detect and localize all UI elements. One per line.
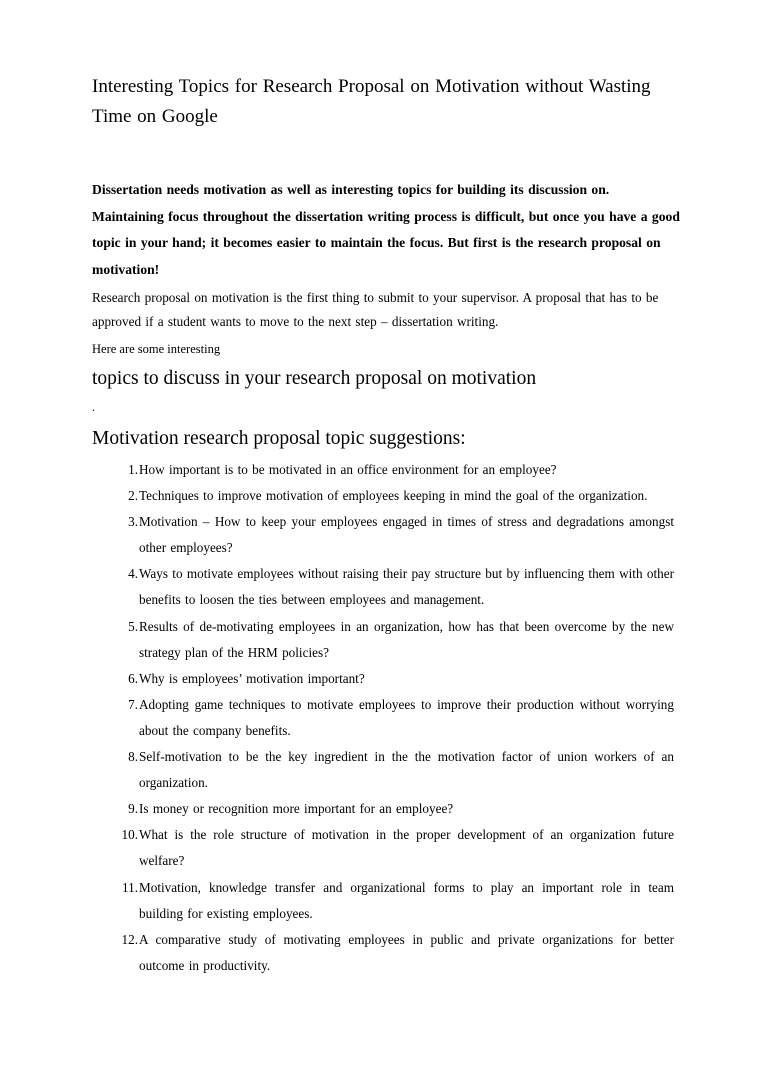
topic-item xyxy=(108,509,674,561)
topic-number: 7. xyxy=(128,696,138,712)
topic-text: Adopting game techniques to motivate employees to improve their production without worrying about the company benefits. xyxy=(139,696,674,738)
topic-item xyxy=(108,875,674,927)
topic-text: Why is employees’ motivation important? xyxy=(139,670,365,686)
topic-number: 11. xyxy=(122,879,138,895)
document-title: Interesting Topics for Research Proposal on Motivation without Wasting Time on Google xyxy=(92,76,651,127)
topic-text: A comparative study of motivating employees in public and private organizations for better outcome in productivity. xyxy=(139,931,674,973)
topic-text: Results of de-motivating employees in an organization, how has that been overcome by the new strategy plan of the HRM policies? xyxy=(139,618,674,660)
topics-subheading: topics to discuss in your research proposal on motivation xyxy=(92,368,537,389)
suggestions-heading: Motivation research proposal topic suggestions: xyxy=(92,428,466,449)
topic-number: 9. xyxy=(128,801,138,817)
topic-number: 6. xyxy=(128,670,138,686)
topic-item xyxy=(108,927,674,979)
lead-in-text: Here are some interesting xyxy=(92,342,221,356)
topic-number: 8. xyxy=(128,749,138,765)
topic-item xyxy=(108,483,674,509)
topic-text: Self-motivation to be the key ingredient in the the motivation factor of union workers of an organization. xyxy=(139,749,674,791)
topic-list xyxy=(108,457,674,979)
topic-number: 4. xyxy=(128,566,138,582)
topic-item xyxy=(108,822,674,874)
topic-text: What is the role structure of motivation in the proper development of an organization future welfare? xyxy=(139,827,674,869)
topic-number: 10. xyxy=(121,827,138,843)
intro-bold-paragraph: Dissertation needs motivation as well as interesting topics for building its discussion on. Maintaining focus throughout the dissertation writing process is difficult, but once you have a good topic in your hand; it becomes easier to maintain the focus. But first is the research proposal on motivation! xyxy=(92,182,680,277)
topic-number: 3. xyxy=(128,514,138,530)
topic-text: Techniques to improve motivation of employees keeping in mind the goal of the organization. xyxy=(139,488,648,504)
topic-number: 5. xyxy=(128,618,138,634)
topic-item xyxy=(108,744,674,796)
topic-text: Motivation – How to keep your employees engaged in times of stress and degradations amongst other employees? xyxy=(139,514,674,556)
topic-number: 2. xyxy=(128,488,138,504)
topic-item xyxy=(108,692,674,744)
separator-dot: . xyxy=(92,400,95,414)
intro-paragraph: Research proposal on motivation is the first thing to submit to your supervisor. A proposal that has to be approved if a student wants to move to the next step – dissertation writing. xyxy=(92,290,659,329)
topic-item xyxy=(108,457,674,483)
topic-item xyxy=(108,666,674,692)
topic-item xyxy=(108,614,674,666)
topic-text: Is money or recognition more important for an employee? xyxy=(139,801,454,817)
topic-text: How important is to be motivated in an office environment for an employee? xyxy=(139,462,557,477)
topic-number: 1. xyxy=(128,462,138,477)
topic-number: 12. xyxy=(121,931,138,947)
topic-item xyxy=(108,561,674,613)
topic-item xyxy=(108,796,674,822)
topic-text: Ways to motivate employees without raising their pay structure but by influencing them with other benefits to loosen the ties between employees and management. xyxy=(139,566,674,608)
topic-text: Motivation, knowledge transfer and organizational forms to play an important role in team building for existing employees. xyxy=(139,879,674,921)
